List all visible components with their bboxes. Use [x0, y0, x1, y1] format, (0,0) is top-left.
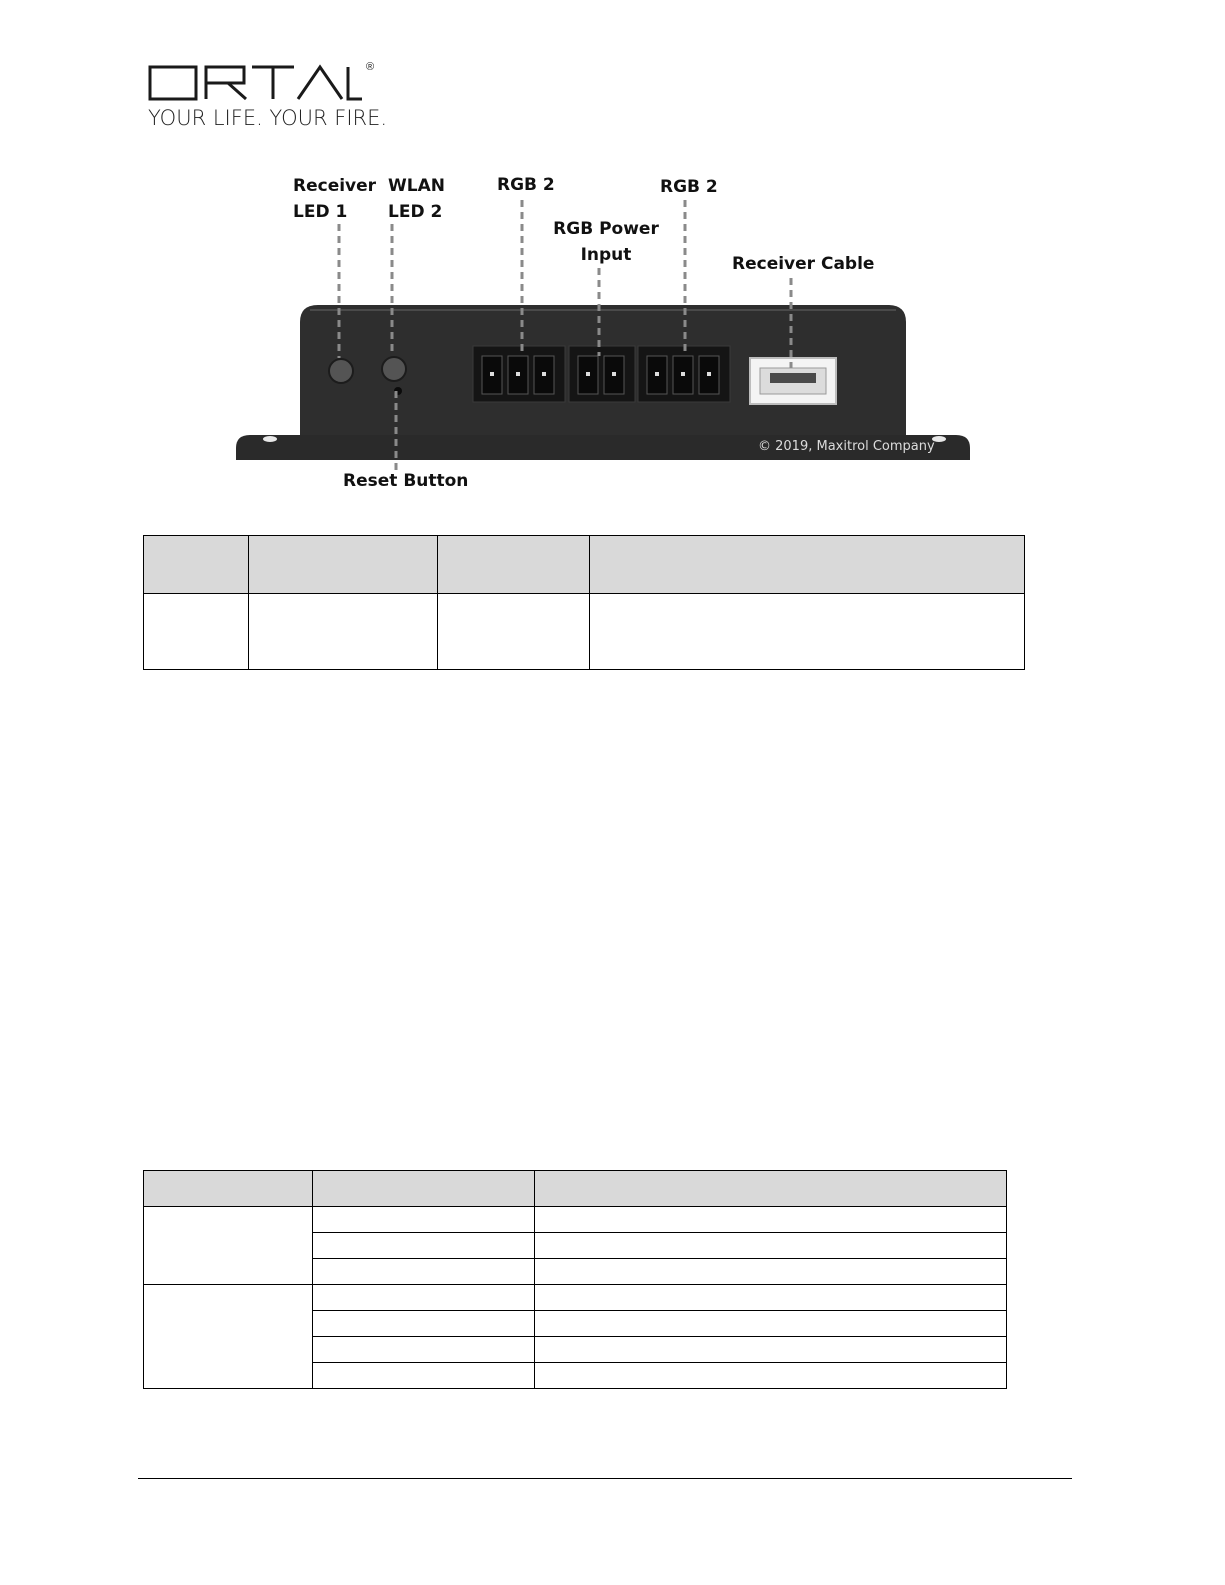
device-illustration [0, 160, 1225, 505]
table-cell-group [144, 1207, 313, 1285]
callout-rgb-right: RGB 2 [660, 177, 718, 197]
table-cell [313, 1363, 535, 1389]
table-cell [313, 1337, 535, 1363]
table-cell [535, 1363, 1007, 1389]
callout-wlan-led: WLAN LED 2 [388, 176, 445, 222]
table-header-cell [535, 1171, 1007, 1207]
device-diagram [0, 160, 1225, 505]
table-header-row [144, 536, 1025, 594]
table-cell [313, 1259, 535, 1285]
table-row [144, 1207, 1007, 1233]
table-header-cell [249, 536, 438, 594]
table-cell [249, 594, 438, 670]
table-cell-group [144, 1285, 313, 1389]
table-cell [535, 1337, 1007, 1363]
copyright-text: © 2019, Maxitrol Company [758, 439, 935, 454]
table-row [144, 594, 1025, 670]
table-cell [535, 1233, 1007, 1259]
table-connections [143, 535, 1025, 670]
table-led-status [143, 1170, 1007, 1389]
table-cell [535, 1311, 1007, 1337]
table-cell [313, 1233, 535, 1259]
table-row [144, 1285, 1007, 1311]
table-cell [313, 1207, 535, 1233]
callout-reset-button: Reset Button [343, 471, 469, 491]
table-cell [438, 594, 590, 670]
table-header-row [144, 1171, 1007, 1207]
table-cell [590, 594, 1025, 670]
table-cell [535, 1207, 1007, 1233]
callout-rgb-power: RGB Power Input [553, 219, 659, 265]
table-header-cell [313, 1171, 535, 1207]
table-header-cell [144, 536, 249, 594]
table-cell [535, 1285, 1007, 1311]
callout-receiver-led: Receiver LED 1 [293, 176, 377, 222]
table-header-cell [144, 1171, 313, 1207]
ortal-wordmark [148, 64, 378, 104]
table-cell [144, 594, 249, 670]
registered-mark: ® [366, 61, 375, 73]
callout-receiver-cable: Receiver Cable [732, 254, 875, 274]
logo-tagline: YOUR LIFE. YOUR FIRE. [148, 106, 388, 130]
table-header-cell [438, 536, 590, 594]
callout-rgb-left: RGB 2 [497, 175, 555, 195]
ortal-logo [148, 61, 388, 134]
table-cell [313, 1311, 535, 1337]
table-cell [313, 1285, 535, 1311]
table-cell [535, 1259, 1007, 1285]
footer-divider [138, 1478, 1072, 1479]
table-header-cell [590, 536, 1025, 594]
